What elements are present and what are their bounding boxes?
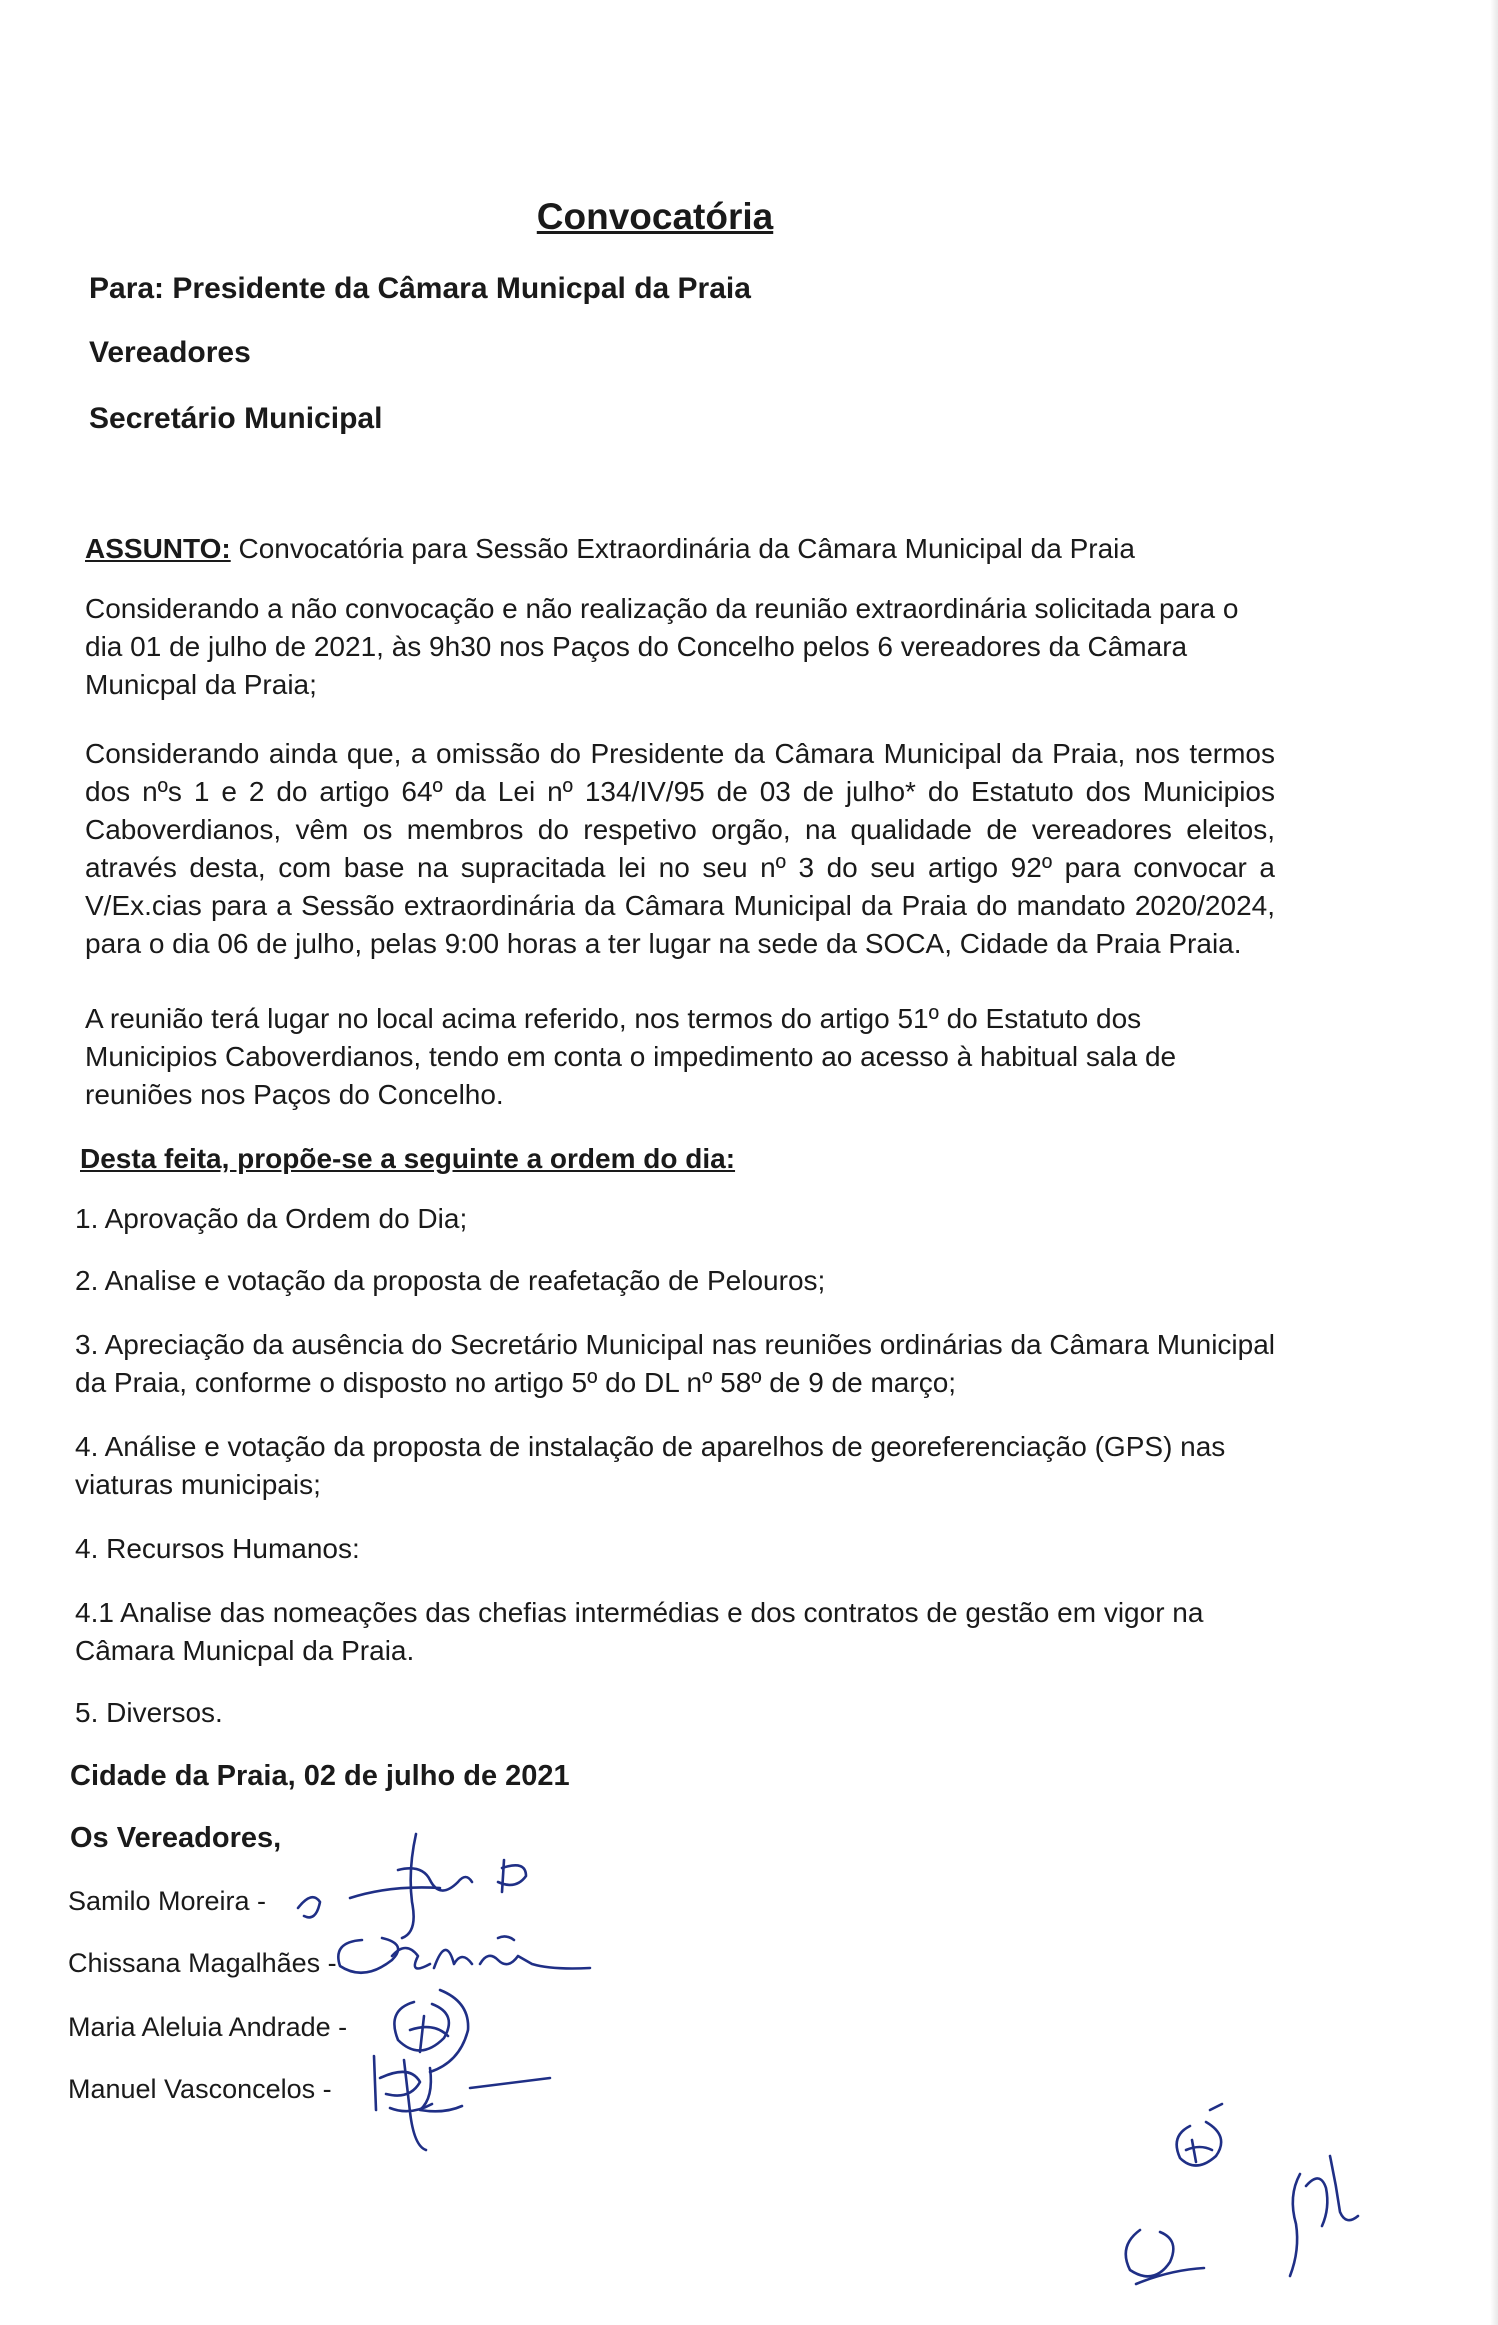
paragraph-3: A reunião terá lugar no local acima referido, nos termos do artigo 51º do Estatuto dos Municipios Caboverdianos, tendo em conta o impedimento ao acesso à habitual sala de reuniões nos Paços do Concelho. bbox=[85, 1003, 1177, 1110]
signer-1: Samilo Moreira - bbox=[68, 1886, 267, 1916]
signature-initials bbox=[1100, 2100, 1400, 2310]
subject-text: Convocatória para Sessão Extraordinária da Câmara Municipal da Praia bbox=[230, 533, 1135, 564]
signer-2: Chissana Magalhães - bbox=[68, 1948, 337, 1978]
signer-3: Maria Aleluia Andrade - bbox=[68, 2012, 348, 2042]
agenda-heading: Desta feita, propõe-se a seguinte a ordem do dia: bbox=[80, 1143, 736, 1174]
recipient-vereadores: Vereadores bbox=[89, 336, 251, 369]
paragraph-1: Considerando a não convocação e não realização da reunião extraordinária solicitada para o dia 01 de julho de 2021, às 9h30 nos Paços do Concelho pelos 6 vereadores da Câmara Municpal da Praia; bbox=[85, 593, 1239, 700]
subject-line bbox=[85, 530, 1275, 568]
recipient-president: Para: Presidente da Câmara Municpal da Praia bbox=[89, 272, 751, 305]
agenda-item-2: 2. Analise e votação da proposta de reafetação de Pelouros; bbox=[75, 1265, 826, 1296]
signer-4: Manuel Vasconcelos - bbox=[68, 2074, 332, 2104]
subject-label: ASSUNTO: bbox=[85, 533, 231, 564]
signature-4 bbox=[350, 2048, 610, 2158]
agenda-item-5: 5. Diversos. bbox=[75, 1697, 223, 1728]
signoff: Os Vereadores, bbox=[70, 1822, 282, 1854]
agenda-item-4-heading: 4. Recursos Humanos: bbox=[75, 1533, 360, 1564]
agenda-item-3: 3. Apreciação da ausência do Secretário Municipal nas reuniões ordinárias da Câmara Municipal da Praia, conforme o disposto no artigo 5º do DL nº 58º de 9 de março; bbox=[75, 1329, 1276, 1398]
agenda-item-1: 1. Aprovação da Ordem do Dia; bbox=[75, 1203, 468, 1234]
place-date: Cidade da Praia, 02 de julho de 2021 bbox=[70, 1760, 570, 1792]
recipient-secretary: Secretário Municipal bbox=[89, 402, 383, 435]
page-edge-shadow bbox=[1490, 0, 1498, 2325]
agenda-item-4: 4. Análise e votação da proposta de instalação de aparelhos de georeferenciação (GPS) nas viaturas municipais; bbox=[75, 1431, 1226, 1500]
agenda-item-4-1: 4.1 Analise das nomeações das chefias intermédias e dos contratos de gestão em vigor na Câmara Municpal da Praia. bbox=[75, 1597, 1204, 1666]
document-title: Convocatória bbox=[536, 196, 774, 237]
paragraph-2: Considerando ainda que, a omissão do Presidente da Câmara Municipal da Praia, nos termos dos nºs 1 e 2 do artigo 64º da Lei nº 134/IV/95 de 03 de julho* do Estatuto dos Municipios Caboverdianos, vêm os membros do respetivo orgão, na qualidade de vereadores eleitos, através desta, com base na supracitada lei no seu nº 3 do seu artigo 92º para convocar a V/Ex.cias para a Sessão extraordinária da Câmara Municipal da Praia do mandato 2020/2024, para o dia 06 de julho, pelas 9:00 horas a ter lugar na sede da SOCA, Cidade da Praia Praia. bbox=[85, 738, 1275, 959]
